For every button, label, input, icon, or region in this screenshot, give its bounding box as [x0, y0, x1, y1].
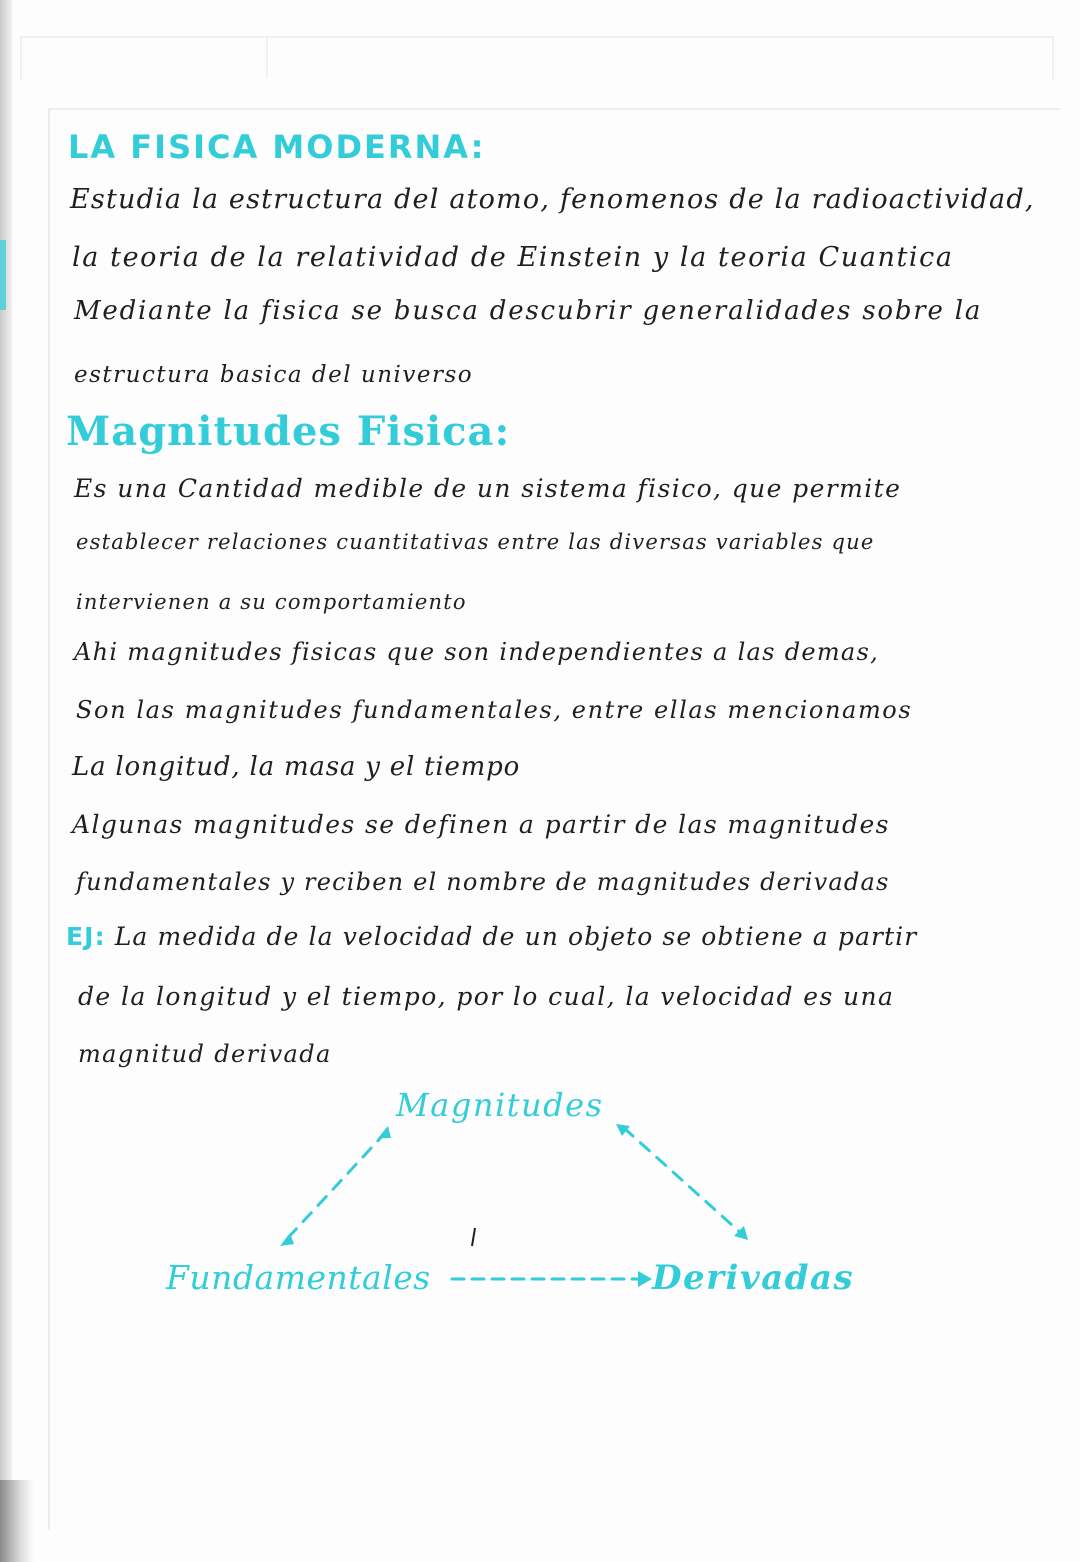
text-line: la teoria de la relatividad de Einstein y la teoria Cuantica — [72, 242, 954, 273]
text-line: estructura basica del universo — [74, 362, 474, 388]
blue-page-tab — [0, 240, 6, 310]
text-line: Algunas magnitudes se definen a partir de las magnitudes — [72, 810, 890, 839]
diagram-node-magnitudes: Magnitudes — [396, 1086, 604, 1124]
example-text: La medida de la velocidad de un objeto se obtiene a partir — [114, 922, 918, 951]
heading-fisica-moderna: LA FISICA MODERNA: — [68, 128, 486, 166]
text-line: de la longitud y el tiempo, por lo cual, la velocidad es una — [78, 982, 895, 1011]
text-line: La longitud, la masa y el tiempo — [72, 752, 521, 782]
binding-shadow — [0, 0, 12, 1562]
text-line: Es una Cantidad medible de un sistema fisico, que permite — [74, 474, 902, 503]
diagram-node-derivadas: Derivadas — [652, 1258, 855, 1298]
text-line: intervienen a su comportamiento — [76, 590, 467, 614]
text-line: magnitud derivada — [78, 1040, 332, 1068]
diagram-node-fundamentales: Fundamentales — [166, 1258, 431, 1297]
text-line: Mediante la fisica se busca descubrir generalidades sobre la — [74, 296, 983, 326]
heading-magnitudes-fisica: Magnitudes Fisica: — [66, 408, 511, 455]
text-line: Estudia la estructura del atomo, fenomenos de la radioactividad, — [70, 184, 1035, 215]
previous-page-divider — [266, 38, 268, 78]
binding-shadow-corner — [0, 1480, 34, 1562]
text-line: Ahi magnitudes fisicas que son independientes a las demas, — [74, 638, 880, 666]
text-line: Son las magnitudes fundamentales, entre ellas mencionamos — [76, 696, 913, 724]
text-line: fundamentales y reciben el nombre de magnitudes derivadas — [76, 868, 890, 896]
previous-page-edge — [20, 36, 1054, 80]
text-line: establecer relaciones cuantitativas entre las diversas variables que — [76, 530, 875, 554]
example-line — [66, 922, 917, 951]
example-label: EJ: — [66, 922, 106, 951]
